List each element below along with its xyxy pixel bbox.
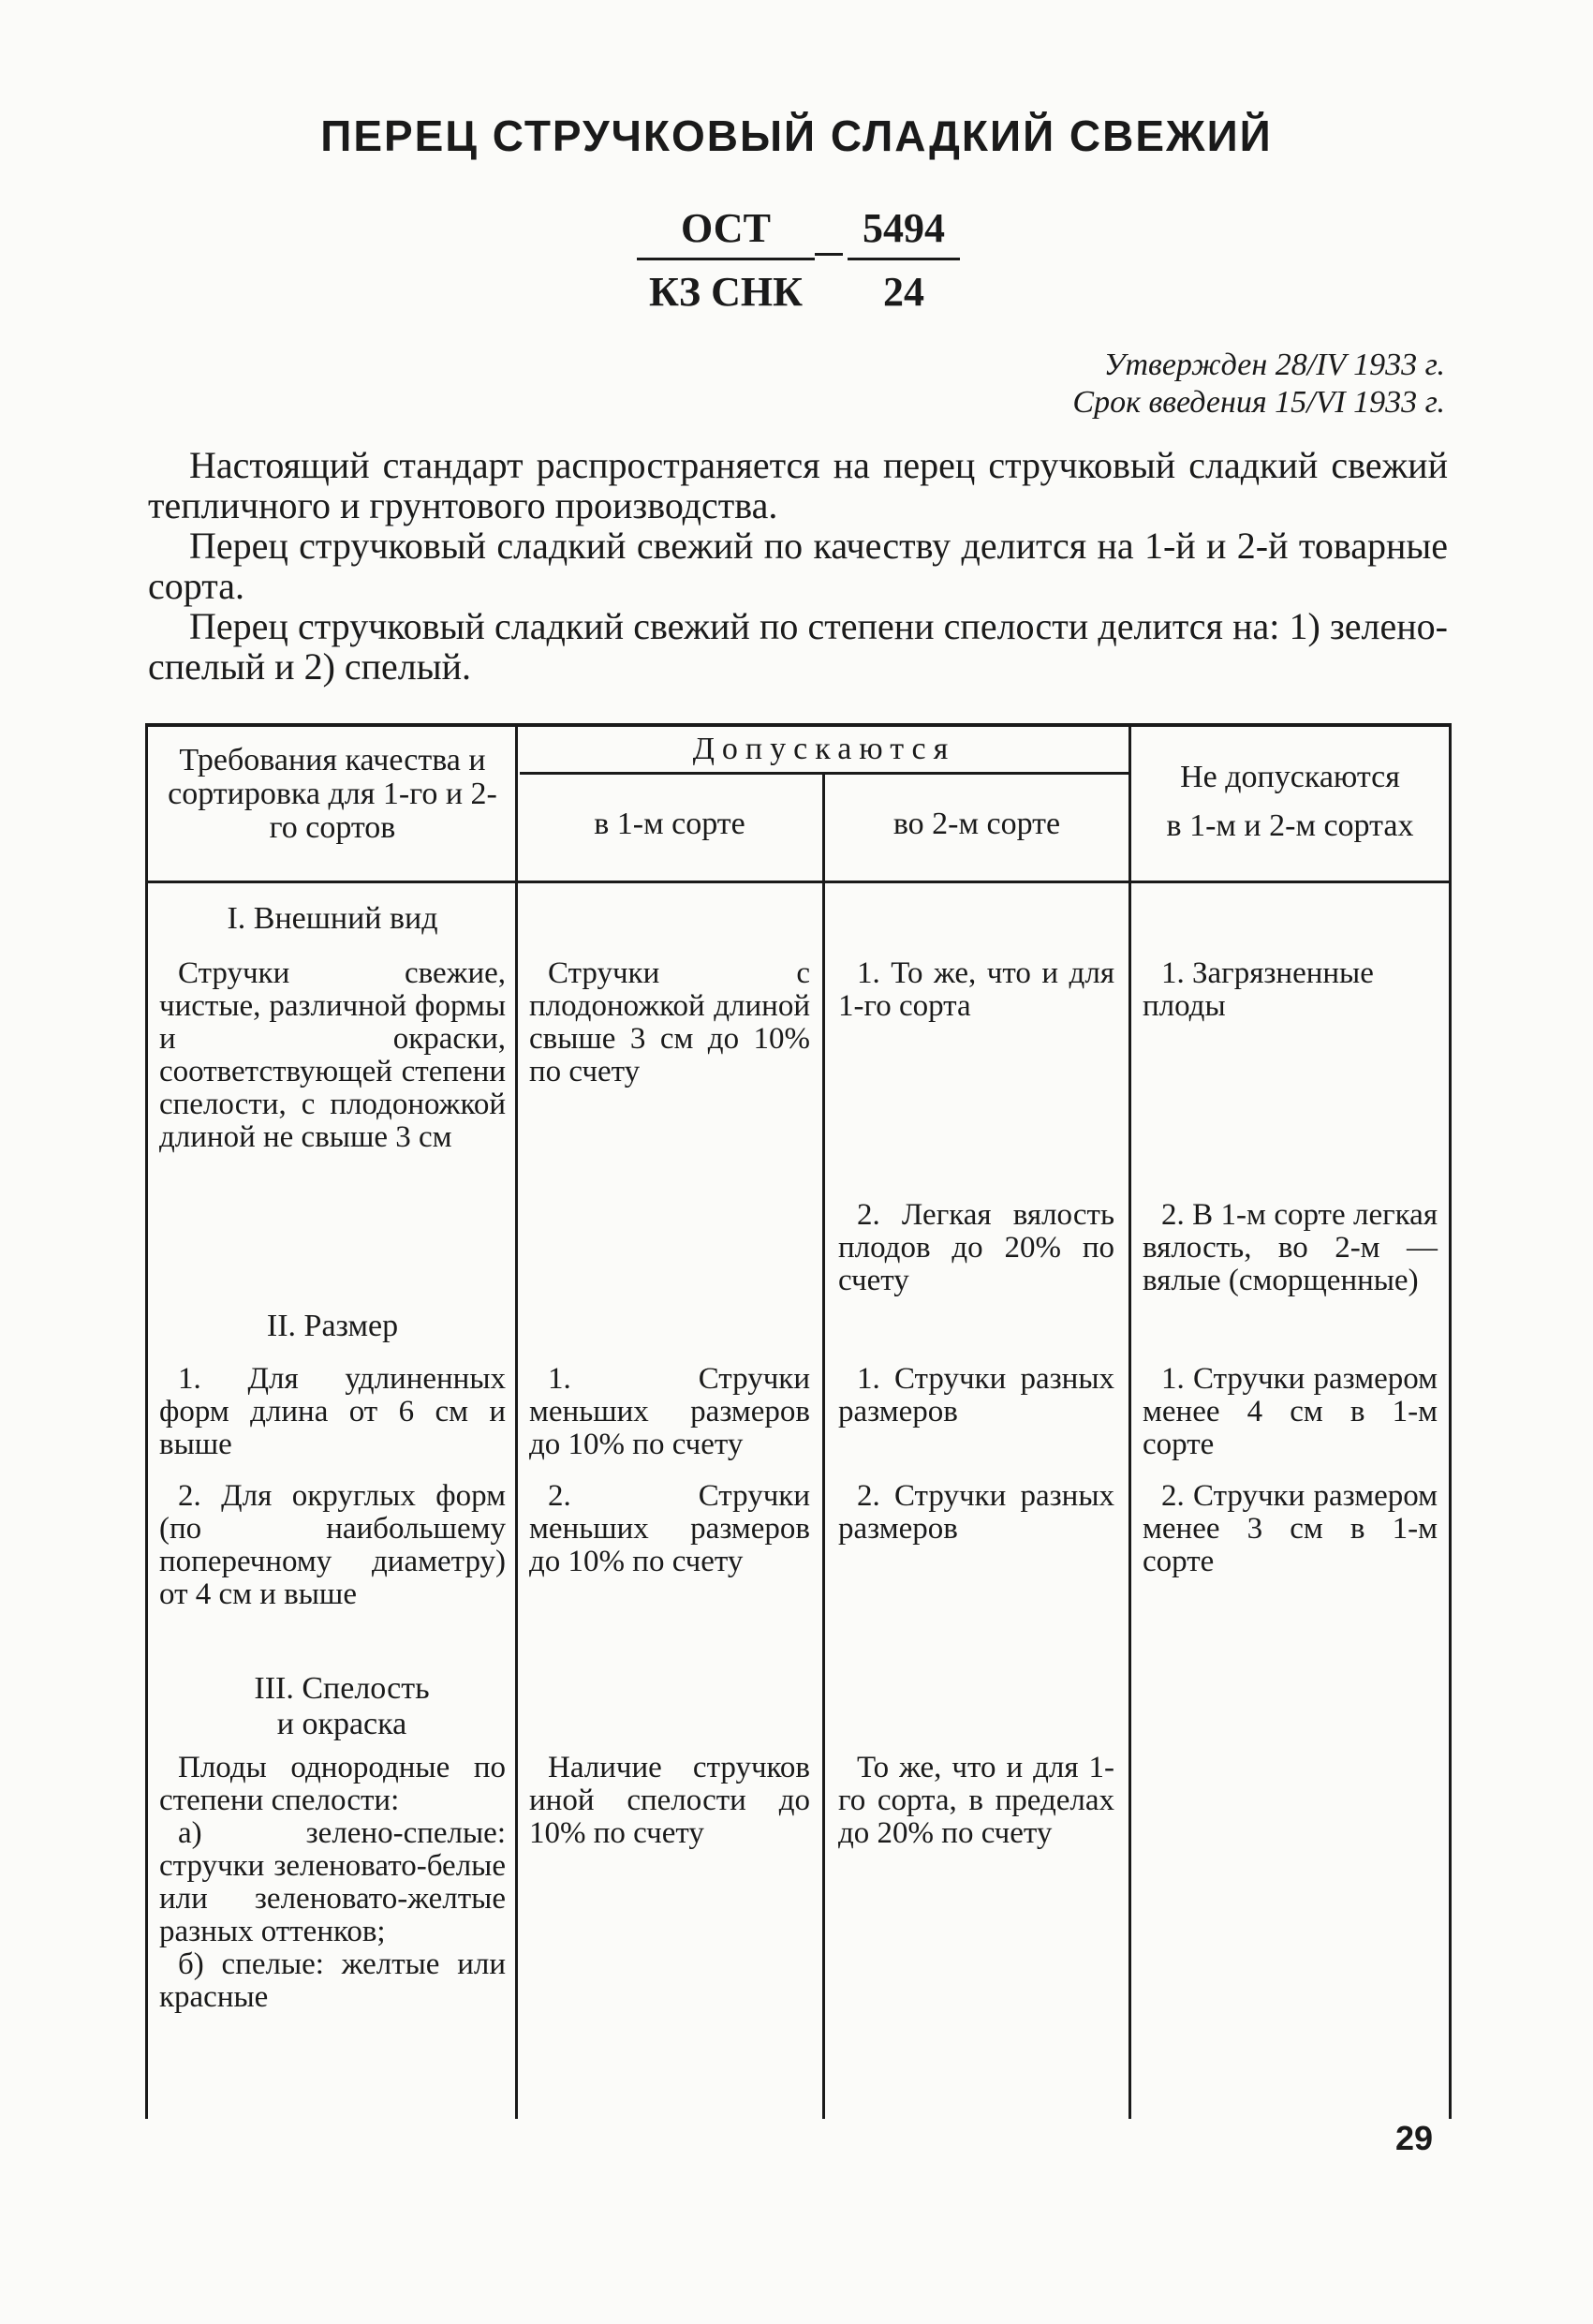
- intro-paragraph: Перец стручковый сладкий свежий по степени спелости делится на: 1) зелено-спелый и 2) спелый.: [148, 605, 1448, 688]
- approval-meta: [1072, 347, 1445, 422]
- fraction-dash: [815, 253, 843, 256]
- size-not-allowed-1: 1. Стручки размером менее 4 см в 1-м сорте: [1143, 1362, 1438, 1461]
- header-not-allowed-sub: в 1-м и 2-м сортах: [1166, 808, 1414, 843]
- ripeness-grade2: То же, что и для 1-го сорта, в пределах до 20% по счету: [838, 1751, 1114, 1850]
- table-left-rule: [145, 723, 148, 2119]
- header-grade1: в 1-м сорте: [594, 807, 745, 841]
- table-right-rule: [1449, 723, 1452, 2119]
- standard-body-fraction: [637, 204, 815, 316]
- ost-label: ОСТ: [637, 204, 815, 260]
- appearance-grade2-2: 2. Легкая вялость плодов до 20% по счету: [838, 1198, 1114, 1297]
- page-number: 29: [1395, 2119, 1434, 2157]
- intro-text: [148, 445, 1448, 687]
- ripeness-green: а) зелено-спелые: стручки зеленовато-белые или зеленовато-желтые разных оттенков;: [159, 1816, 506, 1948]
- header-allowed: Допускаются: [692, 732, 956, 766]
- ripeness-ripe: б) спелые: желтые или красные: [159, 1947, 506, 2014]
- section-appearance: I. Внешний вид: [227, 901, 438, 936]
- ripeness-requirement: [159, 1752, 506, 2014]
- size-grade1-2: 2. Стручки меньших размеров до 10% по счету: [529, 1479, 810, 1578]
- header-bottom-rule: [145, 881, 1452, 883]
- page-title: ПЕРЕЦ СТРУЧКОВЫЙ СЛАДКИЙ СВЕЖИЙ: [320, 111, 1273, 160]
- col-rule-2: [822, 772, 825, 2119]
- body-label: КЗ СНК: [648, 269, 804, 315]
- requirements-table: [145, 723, 1452, 2128]
- appearance-not-allowed-1: 1. Загрязненные плоды: [1143, 956, 1374, 1023]
- ripeness-intro: Плоды однородные по степени спелости:: [159, 1751, 506, 1817]
- size-grade2-2: 2. Стручки разных размеров: [838, 1479, 1114, 1546]
- intro-paragraph: Настоящий стандарт распространяется на перец стручковый сладкий свежий тепличного и грунтового производства.: [148, 444, 1448, 526]
- approved-date: Утвержден 28/IV 1933 г.: [1103, 348, 1445, 382]
- size-requirement-2: 2. Для округлых форм (по наибольшему поперечному диаметру) от 4 см и выше: [159, 1479, 506, 1611]
- section-size: II. Размер: [266, 1309, 399, 1343]
- appearance-grade2-1: 1. То же, что и для 1-го сорта: [838, 956, 1114, 1023]
- table-top-rule: [145, 723, 1452, 727]
- size-grade2-1: 1. Стручки разных размеров: [838, 1362, 1114, 1428]
- size-requirement-1: 1. Для удлиненных форм длина от 6 см и выше: [159, 1362, 506, 1461]
- appearance-not-allowed-2: 2. В 1-м сорте легкая вялость, во 2-м — вялые (сморщенные): [1143, 1198, 1438, 1297]
- col-rule-1: [515, 723, 518, 2119]
- standard-designation: [618, 204, 993, 326]
- header-not-allowed: Не допускаются: [1180, 760, 1400, 794]
- ost-number: 5494: [848, 204, 960, 260]
- effective-date: Срок введения 15/VI 1933 г.: [1072, 385, 1445, 420]
- intro-paragraph: Перец стручковый сладкий свежий по качеству делится на 1-й и 2-й товарные сорта.: [148, 525, 1448, 607]
- appearance-requirement: Стручки свежие, чистые, различной формы и окраски, соответствующей степени спелости, с плодоножкой длиной не свыше 3 см: [159, 956, 506, 1154]
- header-requirements: Требования качества и сортировка для 1-го и 2-го сортов: [168, 743, 497, 845]
- body-number: 24: [883, 269, 924, 315]
- size-not-allowed-2: 2. Стручки размером менее 3 см в 1-м сорте: [1143, 1479, 1438, 1578]
- appearance-grade1: Стручки с плодоножкой длиной свыше 3 см до 10% по счету: [529, 956, 810, 1088]
- ripeness-grade1: Наличие стручков иной спелости до 10% по счету: [529, 1751, 810, 1850]
- col-rule-3: [1128, 723, 1131, 2119]
- header-grade2: во 2-м сорте: [892, 807, 1061, 841]
- section-ripeness: III. Спелость и окраска: [254, 1671, 430, 1741]
- standard-number-fraction: [848, 204, 960, 316]
- size-grade1-1: 1. Стручки меньших размеров до 10% по счету: [529, 1362, 810, 1461]
